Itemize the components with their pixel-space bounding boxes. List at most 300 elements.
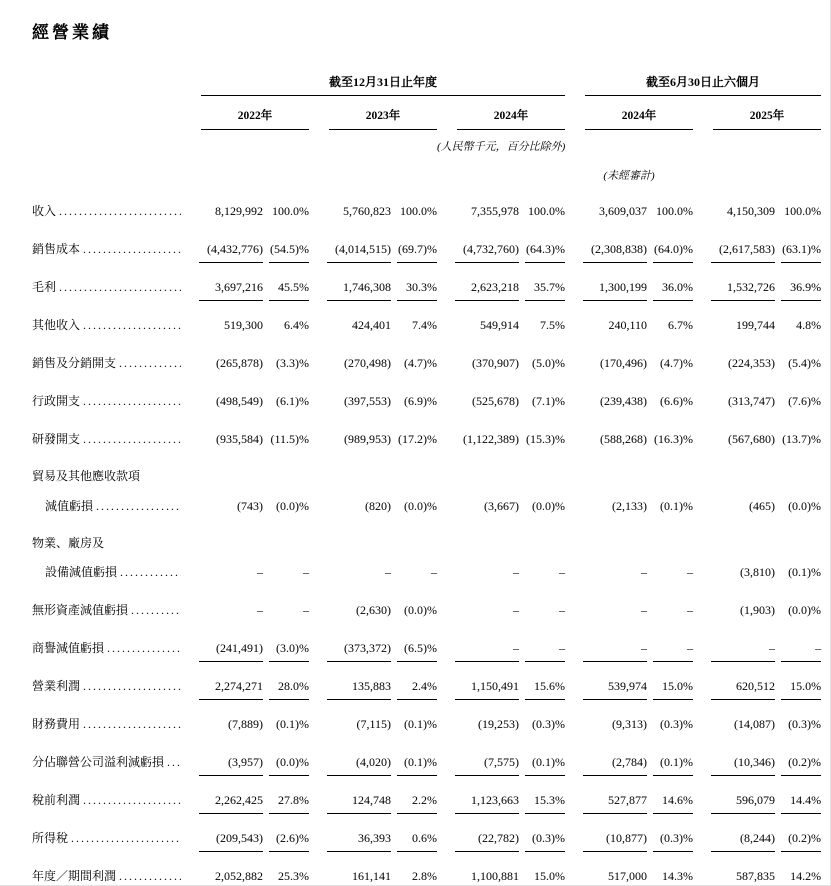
table-row [32,263,821,301]
percent-cell [391,738,437,776]
cell-value: (0.0)% [276,498,309,513]
value-cell [181,263,263,301]
cell-value: 161,141 [327,869,391,886]
row-label-text: 物業、廠房及 [32,535,105,550]
cell-value: (9,313) [612,717,648,732]
spacer-cell [32,154,181,187]
cell-value: (10,877) [583,831,647,852]
cell-value: 517,000 [583,869,647,886]
value-cell [309,776,391,814]
cell-value: 36.0% [653,280,693,301]
row-label-text: 設備減值虧損 [45,565,118,580]
cell-value: 240,110 [608,318,648,332]
value-cell [181,776,263,814]
cell-value: 1,300,199 [583,280,647,301]
cell-value: (4.7)% [404,356,437,370]
value-cell [309,738,391,776]
value-cell [437,225,519,263]
percent-cell [647,852,693,886]
percent-cell [647,415,693,453]
cell-value: 596,079 [711,793,775,814]
percent-cell [647,586,693,624]
row-label-text: 營業利潤 [32,679,81,694]
percent-cell [647,339,693,377]
cell-value: – [303,603,309,618]
value-cell [181,852,263,886]
row-label-line [32,433,181,453]
cell-value: (10,346) [711,755,775,776]
percent-cell [263,520,309,587]
value-cell [309,586,391,624]
cell-value: – [653,641,693,662]
percent-cell [775,263,821,301]
percent-cell [775,776,821,814]
cell-value: (5.4)% [788,356,822,370]
table-row [32,624,821,662]
year-header-6m2024 [565,96,693,130]
cell-value: (498,549) [216,394,263,408]
cell-value: 25.3% [269,869,309,886]
row-label-cell [32,814,181,852]
value-cell [693,852,775,886]
row-label-text: 財務費用 [32,717,81,732]
table-row [32,225,821,263]
cell-value: – [257,603,263,618]
cell-value: (11.5)% [270,432,309,446]
cell-value: (0.0)% [404,603,437,618]
cell-value: 100.0% [528,204,566,218]
value-cell [181,738,263,776]
cell-value: (64.0)% [653,242,693,263]
cell-value: 8,129,992 [215,204,263,218]
cell-value: 587,835 [711,869,775,886]
unaudited-note: (未經審計) [603,170,655,182]
row-label-cell [32,187,181,225]
value-cell [437,662,519,700]
value-cell [309,301,391,339]
value-cell [181,187,263,225]
cell-value: (0.3)% [532,717,566,732]
dot-leader [59,205,181,219]
dot-leader [83,433,181,447]
percent-cell [775,339,821,377]
annual-section-label: 截至12月31日止年度 [201,73,565,96]
percent-cell [519,453,565,520]
cell-value: (54.5)% [269,242,309,263]
cell-value: – [641,565,648,580]
cell-value: 2.2% [397,793,437,814]
cell-value: – [455,641,519,662]
value-cell [565,263,647,301]
cell-value: – [303,565,309,580]
cell-value: – [525,641,565,662]
row-label-text: 商譽減值虧損 [32,641,105,656]
cell-value: 35.7% [525,280,565,301]
percent-cell [775,700,821,738]
cell-value: 2,274,271 [199,679,263,700]
percent-cell [775,301,821,339]
percent-cell [519,624,565,662]
percent-cell [263,586,309,624]
value-cell [565,415,647,453]
percent-cell [263,225,309,263]
cell-value: – [583,641,647,662]
cell-value: 1,123,663 [455,793,519,814]
cell-value: (373,372) [327,641,391,662]
value-cell [437,453,519,520]
percent-cell [263,776,309,814]
value-cell [693,187,775,225]
percent-cell [775,738,821,776]
value-cell [693,339,775,377]
percent-cell [263,453,309,520]
value-cell [693,738,775,776]
value-cell [309,339,391,377]
value-cell [437,339,519,377]
percent-cell [775,415,821,453]
percent-cell [775,852,821,886]
value-cell [565,339,647,377]
percent-cell [519,263,565,301]
percent-cell [519,301,565,339]
cell-value: 3,609,037 [599,204,648,218]
value-cell [437,852,519,886]
percent-cell [391,662,437,700]
cell-value: (0.1)% [397,755,437,776]
dot-leader [120,566,181,580]
row-label-cell [32,301,181,339]
value-cell [565,225,647,263]
cell-value: 7,355,978 [471,204,519,218]
cell-value: 519,300 [224,318,263,332]
row-label-line [32,537,181,551]
table-row [32,453,821,520]
dot-leader [119,870,181,884]
dot-leader [83,794,181,808]
row-label-line [32,756,181,776]
percent-cell [519,776,565,814]
value-cell [693,586,775,624]
value-cell [181,453,263,520]
row-label-text: 銷售成本 [32,242,81,257]
cell-value: (820) [365,498,391,513]
cell-value: – [711,641,775,662]
value-cell [693,776,775,814]
value-cell [181,301,263,339]
row-label-cell [32,586,181,624]
row-label-cell [32,263,181,301]
value-cell [565,586,647,624]
cell-value: (5.0)% [532,356,566,370]
cell-value: (239,438) [600,394,648,408]
cell-value: (22,782) [455,831,519,852]
percent-cell [775,814,821,852]
value-cell [437,377,519,415]
cell-value: (170,496) [600,356,648,370]
cell-value: 620,512 [711,679,775,700]
row-label-line [32,794,181,814]
cell-value: 36,393 [327,831,391,852]
row-label-cell [32,852,181,886]
percent-cell [391,624,437,662]
year-label-6m2025: 2025年 [713,107,821,130]
value-cell [437,814,519,852]
cell-value: (525,678) [472,394,519,408]
spacer-cell [565,130,821,154]
value-cell [693,377,775,415]
value-cell [693,520,775,587]
percent-cell [647,377,693,415]
cell-value: 549,914 [480,318,519,332]
percent-cell [647,225,693,263]
cell-value: (567,680) [728,432,776,446]
value-cell [565,624,647,662]
table-row [32,415,821,453]
row-label-line [32,205,181,225]
spacer-cell [32,96,181,130]
percent-cell [775,520,821,587]
percent-cell [391,187,437,225]
cell-value: (6.5)% [397,641,437,662]
row-label-cell [32,738,181,776]
cell-value: 6.7% [668,318,694,332]
table-row [32,377,821,415]
cell-value: – [385,565,391,580]
table-row [32,814,821,852]
value-cell [565,776,647,814]
percent-cell [391,301,437,339]
cell-value: 199,744 [736,318,776,332]
cell-value: (1,122,389) [463,432,519,446]
cell-value: (989,953) [344,432,391,446]
row-label-text: 收入 [32,204,57,219]
cell-value: (8,244) [711,831,775,852]
value-cell [437,520,519,587]
cell-value: (19,253) [478,717,519,732]
percent-cell [647,814,693,852]
value-cell [181,700,263,738]
cell-value: (4.7)% [660,356,694,370]
value-cell [693,814,775,852]
value-cell [437,624,519,662]
dot-leader [167,756,181,770]
value-cell [181,225,263,263]
percent-cell [775,624,821,662]
percent-cell [391,814,437,852]
cell-value: – [641,603,648,618]
cell-value: 14.4% [781,793,821,814]
cell-value: (465) [749,498,776,513]
table-row [32,776,821,814]
row-label-text: 稅前利潤 [32,793,81,808]
cell-value: (63.1)% [781,242,821,263]
row-label-text: 其他收入 [32,318,81,333]
cell-value: 2,623,218 [455,280,519,301]
value-cell [309,852,391,886]
row-label-cell [32,520,181,587]
dot-leader [107,642,181,656]
cell-value: 14.3% [653,869,693,886]
percent-cell [775,187,821,225]
value-cell [437,263,519,301]
value-cell [693,624,775,662]
percent-cell [519,377,565,415]
percent-cell [775,662,821,700]
section-header-row [32,59,821,96]
dot-leader [71,832,181,846]
cell-value: 527,877 [583,793,647,814]
cell-value: (241,491) [199,641,263,662]
dot-leader [59,281,181,295]
cell-value: 14.2% [781,869,821,886]
value-cell [181,520,263,587]
cell-value: 539,974 [583,679,647,700]
percent-cell [519,662,565,700]
value-cell [565,187,647,225]
dot-leader [83,319,181,333]
cell-value: 30.3% [397,280,437,301]
cell-value: (6.9)% [404,394,437,408]
value-cell [181,415,263,453]
row-label-text: 分佔聯營公司溢利減虧損 [32,755,165,770]
percent-cell [391,263,437,301]
table-row [32,520,821,587]
cell-value: (64.3)% [525,242,565,263]
cell-value: (0.1)% [653,755,693,776]
value-cell [693,415,775,453]
row-label-line [32,470,181,484]
percent-cell [519,586,565,624]
cell-value: (0.2)% [781,755,821,776]
spacer-cell [181,130,437,154]
value-cell [181,662,263,700]
cell-value: 15.3% [525,793,565,814]
value-cell [181,586,263,624]
cell-value: 15.0% [653,679,693,700]
percent-cell [519,339,565,377]
page-title: 經營業績 [32,23,112,42]
percent-cell [391,700,437,738]
table-row [32,339,821,377]
spacer-cell [32,130,181,154]
row-label-cell [32,700,181,738]
cell-value: – [559,603,566,618]
year-label-6m2024: 2024年 [585,107,693,130]
cell-value: (2,630) [356,603,391,618]
cell-value: (0.1)% [404,717,437,732]
cell-value: (0.0)% [269,755,309,776]
value-cell [565,814,647,852]
interim-section-label: 截至6月30日止六個月 [585,73,821,96]
operating-results-table [32,59,821,886]
cell-value: (588,268) [600,432,648,446]
table-row [32,700,821,738]
percent-cell [647,187,693,225]
row-label-text: 年度／期間利潤 [32,869,117,884]
value-cell [309,662,391,700]
cell-value: (0.0)% [532,498,566,513]
value-cell [309,624,391,662]
percent-cell [263,415,309,453]
percent-cell [519,187,565,225]
currency-note: (人民幣千元，百分比除外) [437,141,566,153]
cell-value: – [687,565,694,580]
cell-value: 4.8% [796,318,822,332]
percent-cell [647,301,693,339]
currency-note-cell [437,130,565,154]
value-cell [565,301,647,339]
unaudited-note-cell [565,154,693,187]
cell-value: (17.2)% [398,432,437,446]
percent-cell [647,263,693,301]
cell-value: (4,020) [327,755,391,776]
percent-cell [391,377,437,415]
value-cell [437,776,519,814]
cell-value: (4,432,776) [199,242,263,263]
cell-value: 2.4% [397,679,437,700]
value-cell [693,453,775,520]
percent-cell [647,453,693,520]
row-label-line [32,680,181,700]
cell-value: – [781,641,821,662]
percent-cell [775,453,821,520]
percent-cell [263,301,309,339]
table-row [32,662,821,700]
cell-value: 2.8% [397,869,437,886]
row-label-cell [32,415,181,453]
percent-cell [391,415,437,453]
percent-cell [519,225,565,263]
percent-cell [263,624,309,662]
cell-value: 0.6% [397,831,437,852]
percent-cell [263,738,309,776]
percent-cell [775,377,821,415]
dot-leader [83,395,181,409]
cell-value: 28.0% [269,679,309,700]
cell-value: (0.3)% [788,717,822,732]
cell-value: – [559,565,566,580]
cell-value: 2,052,882 [199,869,263,886]
row-label-line [32,832,181,852]
cell-value: 100.0% [400,204,437,218]
value-cell [565,377,647,415]
percent-cell [519,852,565,886]
cell-value: (743) [237,498,263,513]
cell-value: (2.6)% [269,831,309,852]
row-label-line [32,319,181,339]
value-cell [437,415,519,453]
percent-cell [391,520,437,587]
unaudited-note-row [32,154,821,187]
row-label-cell [32,624,181,662]
row-label-line [32,642,181,662]
row-label-cell [32,662,181,700]
cell-value: 27.8% [269,793,309,814]
cell-value: (7,575) [455,755,519,776]
cell-value: (224,353) [728,356,776,370]
percent-cell [647,738,693,776]
value-cell [693,301,775,339]
value-cell [309,263,391,301]
annual-section-header [181,59,565,96]
cell-value: (3,810) [740,565,776,580]
value-cell [565,662,647,700]
percent-cell [647,624,693,662]
interim-section-header [565,59,821,96]
row-label-cell [32,776,181,814]
cell-value: 1,532,726 [711,280,775,301]
percent-cell [263,377,309,415]
